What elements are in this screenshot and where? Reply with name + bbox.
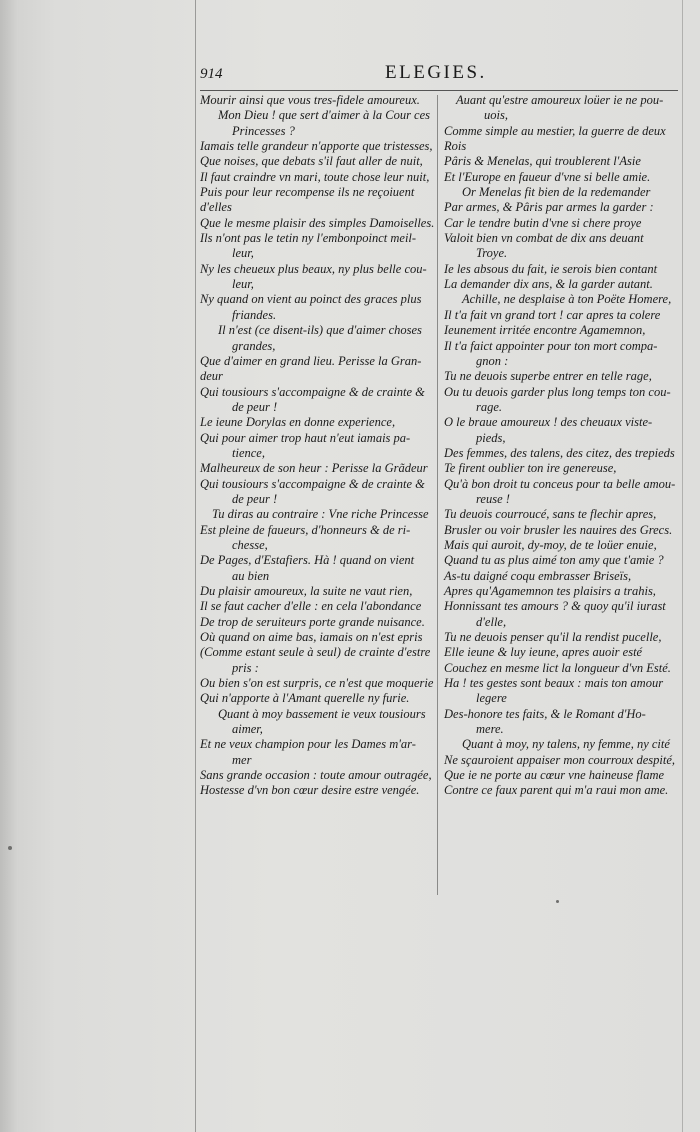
verse-line: Elle ieune & luy ieune, apres auoir esté [444,645,643,660]
verse-line: (Comme estant seule à seul) de crainte d'estre [200,645,431,660]
verse-line: Tu ne deuois superbe entrer en telle rage, [444,369,652,384]
verse-line: Le ieune Dorylas en donne experience, [200,415,396,430]
verse-line: Iamais telle grandeur n'apporte que tristesses, [200,139,433,154]
verse-line: Or Menelas fit bien de la redemander [462,185,651,200]
verse-line: Quant à moy, ny talens, ny femme, ny cité [462,737,670,752]
ink-speck [556,900,559,903]
verse-line: Contre ce faux parent qui m'a raui mon ame. [444,783,669,798]
verse-line: Où quand on aime bas, iamais on n'est epris [200,630,423,645]
verse-line: d'elles [200,200,232,215]
verse-line: Honnissant tes amours ? & quoy qu'il iurast [444,599,666,614]
verse-line: Ie les absous du fait, ie serois bien contant [444,261,658,276]
verse-line: gnon : [476,353,509,368]
verse-line: Par armes, & Pâris par armes la garder : [444,200,654,215]
page-header [200,62,680,88]
verse-line: Du plaisir amoureux, la suite ne vaut rien, [200,584,413,598]
verse-line: Qui pour aimer trop haut n'eut iamais pa- [200,430,411,445]
verse-line: Ou tu deuois garder plus long temps ton cou- [444,384,671,399]
verse-line: De trop de seruiteurs porte grande nuisance. [200,614,425,629]
verse-line: Quant à moy bassement ie veux tousiours [218,706,426,721]
verse-line: Ils n'ont pas le tetin ny l'embonpoinct meil- [200,231,417,246]
verse-line: Pâris & Menelas, qui troublerent l'Asie [444,154,641,169]
verse-line: Ne sçauroient appaiser mon courroux despité, [444,752,675,767]
verse-line: Tu diras au contraire : Vne riche Princesse [212,507,429,522]
verse-line: Et l'Europe en faueur d'vne si belle amie. [444,169,651,184]
verse-line: Quand tu as plus aimé ton amy que t'amie ? [444,553,664,568]
verse-line: Valoit bien vn combat de dix ans deuant [444,231,644,246]
verse-line: Que noises, que debats s'il faut aller de nuit, [200,154,423,169]
verse-line: Puis pour leur recompense ils ne reçoiuent [200,185,415,200]
page-gutter-shadow [0,0,18,1132]
verse-line: Il t'a faict appointer pour ton mort compa- [444,338,658,353]
page-number: 914 [200,66,223,82]
verse-line: Tu deuois courroucé, sans te flechir apres, [444,507,657,522]
verse-line: au bien [232,568,270,583]
verse-line: Ieunement irritée encontre Agamemnon, [444,323,646,338]
verse-line: Brusler ou voir brusler les nauires des Grecs. [444,522,673,537]
verse-line: Couchez en mesme lict la longueur d'vn Esté. [444,660,671,675]
verse-line: Apres qu'Agamemnon tes plaisirs a trahis, [444,584,656,598]
verse-line: As-tu daigné coqu embrasser Briseïs, [444,568,632,583]
verse-line: tience, [232,445,265,460]
verse-line: Ny les cheueux plus beaux, ny plus belle cou- [200,261,427,276]
verse-line: Que le mesme plaisir des simples Damoiselles. [200,215,435,230]
verse-line: Ny quand on vient au poinct des graces plus [200,292,422,307]
running-title: ELEGIES. [385,62,487,83]
verse-line: Mon Dieu ! que sert d'aimer à la Cour ces [218,108,431,123]
verse-line: La demander dix ans, & la garder autant. [444,277,653,292]
verse-line: Ou bien s'on est surpris, ce n'est que moquerie [200,676,434,691]
verse-line: pieds, [476,430,506,445]
verse-line: Ha ! tes gestes sont beaux : mais ton amour [444,676,664,691]
verse-line: Que d'aimer en grand lieu. Perisse la Gran- [200,353,422,368]
verse-line: Comme simple au mestier, la guerre de deux [444,123,666,138]
right-column [444,93,680,799]
verse-line: Mourir ainsi que vous tres-fidele amoureux. [200,93,420,107]
verse-line: O le braue amoureux ! des cheuaux viste- [444,415,653,430]
verse-line: De Pages, d'Estafiers. Hà ! quand on vient [200,553,415,568]
right-margin-rule [682,0,683,1132]
verse-line: Hostesse d'vn bon cœur desire estre vengée. [200,783,420,798]
verse-line: Que ie ne porte au cœur vne haineuse flame [444,768,665,783]
verse-line: Malheureux de son heur : Perisse la Grãdeur [200,461,428,476]
verse-line: de peur ! [232,399,278,414]
verse-line: mere. [476,722,504,737]
verse-line: Sans grande occasion : toute amour outragée, [200,768,432,783]
verse-line: deur [200,369,223,384]
ink-speck [8,846,12,850]
verse-line: Mais qui auroit, dy-moy, de te loüer enuie, [444,537,657,552]
header-rule [200,90,678,91]
verse-line: Car le tendre butin d'vne si chere proye [444,215,642,230]
verse-line: Achille, ne desplaise à ton Poëte Homere, [462,292,672,307]
left-column [200,93,435,799]
verse-line: de peur ! [232,491,278,506]
verse-line: Et ne veux champion pour les Dames m'ar- [200,737,416,752]
verse-line: Princesses ? [232,123,295,138]
verse-line: Il se faut cacher d'elle : en cela l'abondance [200,599,422,614]
verse-line: mer [232,752,252,767]
verse-line: Est pleine de faueurs, d'honneurs & de ri- [200,522,411,537]
verse-line: Tu ne deuois penser qu'il la rendist pucelle, [444,630,662,645]
verse-line: Des-honore tes faits, & le Romant d'Ho- [444,706,646,721]
verse-line: aimer, [232,722,263,737]
verse-line: Il t'a fait vn grand tort ! car apres ta colere [444,307,661,322]
verse-line: Il faut craindre vn mari, toute chose leur nuit, [200,169,430,184]
verse-line: leur, [232,246,254,261]
left-margin-rule [195,0,196,1132]
verse-line: Il n'est (ce disent-ils) que d'aimer choses [218,323,422,338]
verse-line: Troye. [476,246,508,261]
verse-line: Qu'à bon droit tu conceus pour ta belle amou- [444,476,676,491]
verse-line: chesse, [232,537,268,552]
verse-line: Des femmes, des talens, des citez, des trepieds [444,445,675,460]
verse-line: Qui tousiours s'accompaigne & de crainte & [200,476,425,491]
verse-line: legere [476,691,507,706]
verse-line: Auant qu'estre amoureux loüer ie ne pou- [456,93,664,107]
verse-line: pris : [232,660,259,675]
verse-line: friandes. [232,307,277,322]
verse-line: leur, [232,277,254,292]
verse-line: reuse ! [476,491,510,506]
column-divider [437,95,438,895]
verse-line: uois, [484,108,508,123]
verse-line: Qui n'apporte à l'Amant querelle ny furie. [200,691,410,706]
verse-line: Te firent oublier ton ire genereuse, [444,461,617,476]
verse-line: grandes, [232,338,276,353]
verse-line: rage. [476,399,503,414]
verse-line: d'elle, [476,614,507,629]
verse-line: Rois [444,139,467,154]
verse-line: Qui tousiours s'accompaigne & de crainte & [200,384,425,399]
